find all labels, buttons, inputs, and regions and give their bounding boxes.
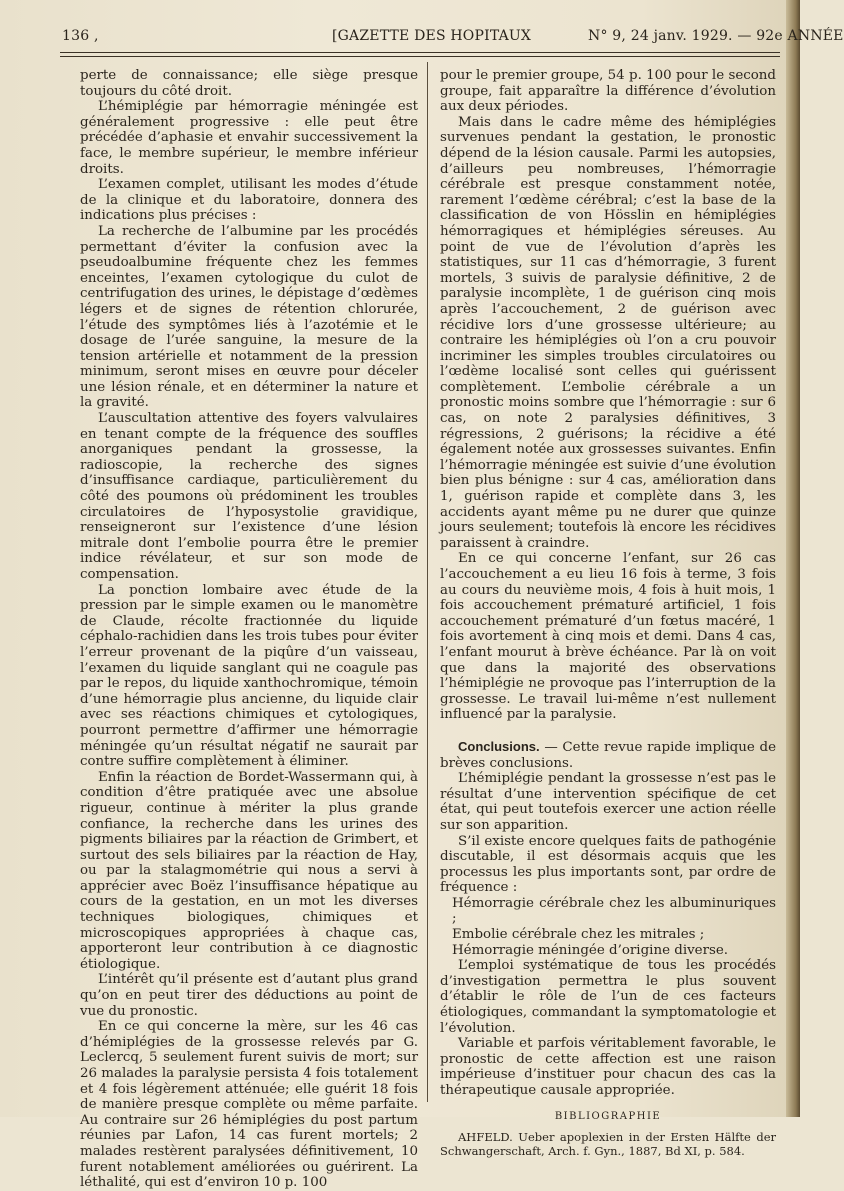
- paragraph: La recherche de l’albumine par les procédés permettant d’éviter la confusion avec la pseudoalbumine fréquente chez les femmes enceintes, l’examen cytologique du culot de centrifugation des urines, le dépistage d’œdèmes légers et de signes de rétention chlorurée, l’étude des symptômes liés à l’azotémie et le dosage de l’urée sanguine, la mesure de la tension artérielle et notamment de la pression minimum, seront mises en œuvre pour déceler une lésion rénale, et en déterminer la nature et la gravité.: [80, 223, 418, 411]
- header-rule: [60, 52, 780, 53]
- paragraph: Variable et parfois véritablement favorable, le pronostic de cette affection est une raison impérieuse d’instituer pour chacun des cas la thérapeutique causale appropriée.: [440, 1036, 776, 1098]
- left-column: [80, 68, 418, 1191]
- paragraph: S’il existe encore quelques faits de pathogénie discutable, il est désormais acquis que les processus les plus importants sont, par ordre de fréquence :: [440, 833, 776, 896]
- paragraph: L’intérêt qu’il présente est d’autant plus grand qu’on en peut tirer des déductions au point de vue du pronostic.: [80, 972, 418, 1019]
- bibliography-heading: BIBLIOGRAPHIE: [554, 1110, 662, 1122]
- header-rule-double: [60, 56, 780, 57]
- paragraph: La ponction lombaire avec étude de la pression par le simple examen ou le manomètre de Claude, récolte fractionnée du liquide céphalo-rachidien dans les trois tubes pour éviter l’erreur provenant de la piqûre d’un vaisseau, l’examen du liquide sanglant qui ne coagule pas par le repos, du liquide xanthochromique, témoin d’une hémorragie plus ancienne, du liquide clair avec ses réactions chimiques et cytologiques, pourront permettre d’affirmer une hémorragie méningée qu’un résultat négatif ne saurait par contre suffire complètement à éliminer.: [80, 582, 418, 770]
- paragraph: L’examen complet, utilisant les modes d’étude de la clinique et du laboratoire, donnera des indications plus précises :: [80, 177, 418, 224]
- list-item: Hémorragie méningée d’origine diverse.: [452, 942, 729, 958]
- conclusions-heading: Conclusions.: [458, 738, 540, 754]
- right-column: [440, 68, 776, 1158]
- conclusions-paragraph: [440, 739, 776, 771]
- paragraph: L’auscultation attentive des foyers valvulaires en tenant compte de la fréquence des souffles anorganiques pendant la grossesse, la radioscopie, la recherche des signes d’insuffisance cardiaque, particulièrement du côté des poumons où prédominent les troubles circulatoires de l’hyposystolie gravidique, renseigneront sur l’existence d’une lésion mitrale dont l’embolie pourra être le premier indice révélateur, et sur son mode de compensation.: [80, 411, 418, 582]
- column-divider: [427, 62, 428, 1102]
- list-item: Embolie cérébrale chez les mitrales ;: [452, 927, 705, 943]
- issue-info: N° 9, 24 janv. 1929. — 92e ANNÉE: [588, 28, 844, 44]
- page-edge: [786, 0, 800, 1117]
- journal-title: [GAZETTE DES HOPITAUX: [332, 28, 532, 44]
- paragraph: Enfin la réaction de Bordet-Wassermann qui, à condition d’être pratiquée avec une absolue rigueur, continue à mériter la plus grande confiance, la recherche dans les urines des pigments biliaires par la réaction de Grimbert, et surtout des sels biliaires par la réaction de Hay, ou par la stalagmométrie qui nous a servi à apprécier avec Boëz l’insuffisance hépatique au cours de la gestation, en un mot les diverses techniques biologiques, chimiques et microscopiques appropriées à chaque cas, apporteront leur contribution à ce diagnostic étiologique.: [80, 769, 418, 972]
- section-gap: [440, 723, 776, 739]
- page-number: 136 ,: [62, 28, 99, 44]
- bibliography-entry: AHFELD. Ueber apoplexien in der Ersten Hälfte der Schwangerschaft, Arch. f. Gyn., 1887, Bd XI, p. 584.: [440, 1130, 776, 1159]
- running-header: [60, 24, 844, 50]
- paragraph: L’emploi systématique de tous les procédés d’investigation permettra le plus souvent d’établir le rôle de l’un de ces facteurs étiologiques, commandant la symptomatologie et l’évolution.: [440, 958, 776, 1036]
- paragraph: L’hémiplégie pendant la grossesse n’est pas le résultat d’une intervention spécifique de cet état, qui peut toutefois exercer une action réelle sur son apparition.: [440, 771, 776, 833]
- paragraph: En ce qui concerne la mère, sur les 46 cas d’hémiplégies de la grossesse relevés par G. Leclercq, 5 seulement furent suivis de mort; sur 26 malades la paralysie persista 4 fois totalement et 4 fois légèrement atténuée; elle guérit 18 fois de manière presque complète ou même parfaite. Au contraire sur 26 hémiplégies du post partum réunies par Lafon, 14 cas furent mortels; 2 malades restèrent paralysées définitivement, 10 furent notablement améliorées ou guérirent. La léthalité, qui est d’environ 10 p. 100: [80, 1019, 418, 1191]
- paragraph: L’hémiplégie par hémorragie méningée est généralement progressive : elle peut être précédée d’aphasie et envahir successivement la face, le membre supérieur, le membre inférieur droits.: [80, 99, 418, 177]
- list-item: Hémorragie cérébrale chez les albuminuriques ;: [452, 895, 776, 927]
- paragraph: En ce qui concerne l’enfant, sur 26 cas l’accouchement a eu lieu 16 fois à terme, 3 fois au cours du neuvième mois, 4 fois à huit mois, 1 fois accouchement prématuré artificiel, 1 fois accouchement prématuré d’un fœtus macéré, 1 fois avortement à cinq mois et demi. Dans 4 cas, l’enfant mourut à brève échéance. Par là on voit que dans la majorité des observations l’hémiplégie ne provoque pas l’interruption de la grossesse. Le travail lui-même n’est nullement influencé par la paralysie.: [440, 551, 776, 723]
- paragraph: perte de connaissance; elle siège presque toujours du côté droit.: [80, 68, 418, 99]
- paragraph: pour le premier groupe, 54 p. 100 pour le second groupe, fait apparaître la différence d’évolution aux deux périodes.: [440, 68, 776, 115]
- conclusions-intro: — Cette revue rapide implique de brèves conclusions.: [440, 739, 776, 771]
- paragraph: Mais dans le cadre même des hémiplégies survenues pendant la gestation, le pronostic dépend de la lésion causale. Parmi les autopsies, d’ailleurs peu nombreuses, l’hémorragie cérébrale est presque constamment notée, rarement l’œdème cérébral; c’est la base de la classification de von Hösslin en hémiplégies hémorragiques et hémiplégies séreuses. Au point de vue de l’évolution d’après les statistiques, sur 11 cas d’hémorragie, 3 furent mortels, 3 suivis de paralysie définitive, 2 de paralysie incomplète, 1 de guérison cinq mois après l’accouchement, 2 de guérison avec récidive lors d’une grossesse ultérieure; au contraire les hémiplégies où l’on a cru pouvoir incriminer les simples troubles circulatoires ou l’œdème localisé sont celles qui guérissent complètement. L’embolie cérébrale a un pronostic moins sombre que l’hémorragie : sur 6 cas, on note 2 paralysies définitives, 3 régressions, 2 guérisons; la récidive a été également notée aux grossesses suivantes. Enfin l’hémorragie méningée est suivie d’une évolution bien plus bénigne : sur 4 cas, amélioration dans 1, guérison rapide et complète dans 3, les accidents ayant même pu ne durer que quinze jours seulement; toutefois là encore les récidives paraissent à craindre.: [440, 114, 776, 551]
